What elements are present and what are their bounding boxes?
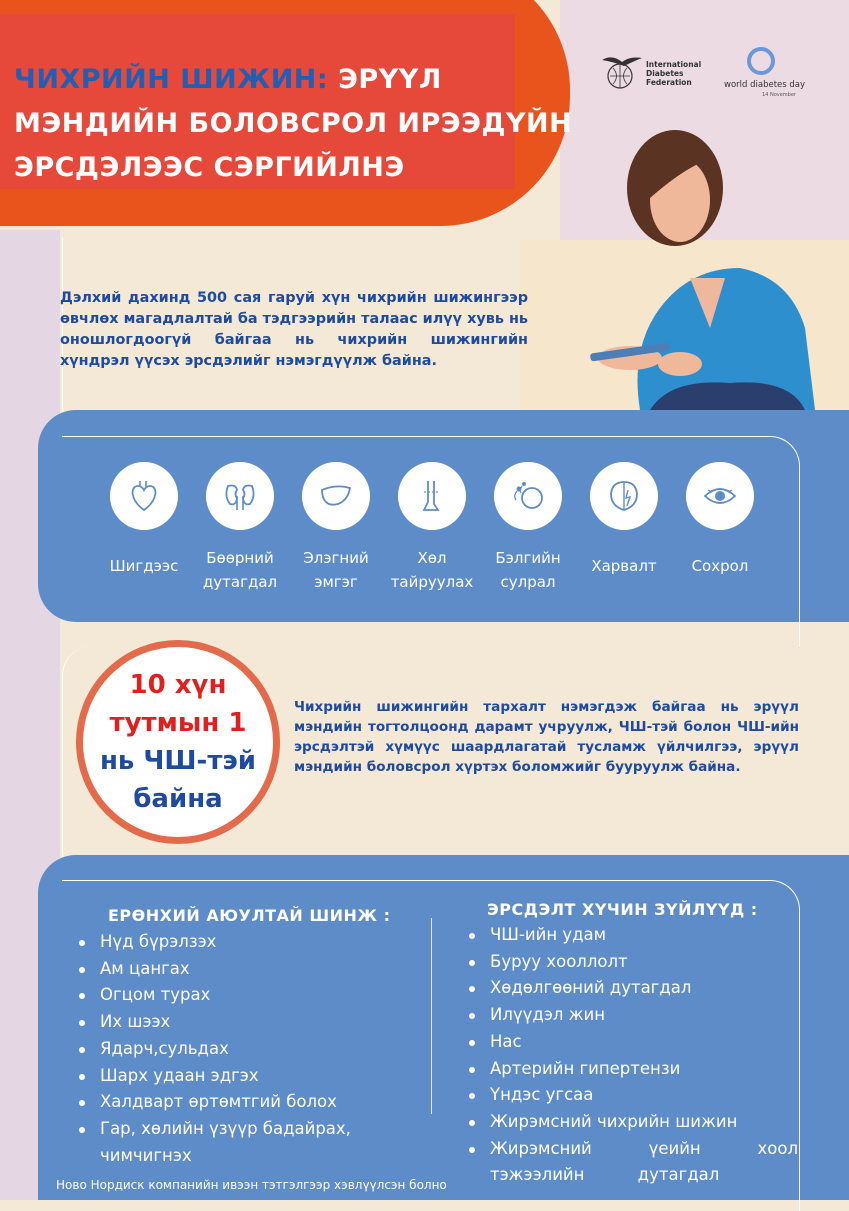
wdd-logo-name: world diabetes day	[724, 80, 806, 90]
title-highlight: ЧИХРИЙН ШИЖИН:	[14, 64, 329, 95]
idf-logo-line2: Diabetes	[646, 69, 684, 78]
heart-icon	[110, 462, 178, 530]
complication-item-fertility	[494, 462, 562, 530]
symptom-item: Нүд бүрэлзэх	[76, 929, 396, 956]
symptom-item: Халдварт өртөмтгий болох	[76, 1089, 396, 1116]
blue-circle-icon	[746, 46, 776, 76]
symptom-item: Ам цангах	[76, 956, 396, 983]
complications-row	[90, 462, 790, 602]
intro-paragraph: Дэлхий дахинд 500 сая гаруй хүн чихрийн шижингээр өвчлөх магадлалтай ба тэдгээрийн талаас илүү хувь нь оношлогдоогүй байгаа нь чихрийн шижингийн хүндрэл үүсэх эрсдэлийг нэмэгдүүлж байна.	[60, 290, 528, 369]
wdd-logo-date: 14 November	[762, 92, 796, 98]
brain-icon	[590, 462, 658, 530]
eye-icon	[686, 462, 754, 530]
stat-line4: байна	[133, 784, 223, 814]
liver-icon	[302, 462, 370, 530]
complication-label-fertility: Бэлгийн сулрал	[495, 549, 561, 591]
risk-item: Илүүдэл жин	[466, 1002, 798, 1029]
risk-item: Жирэмсний үеийн хоол тэжээлийн дутагдал	[466, 1136, 798, 1189]
idf-logo-line3: Federation	[646, 78, 692, 87]
risk-item: Артерийн гипертензи	[466, 1056, 798, 1083]
column-divider	[431, 918, 432, 1114]
risk-item: Хөдөлгөөний дутагдал	[466, 975, 798, 1002]
complication-item-stroke	[590, 462, 658, 530]
symptom-item: Гар, хөлийн үзүүр бадайрах, чимчигнэх	[76, 1116, 396, 1169]
stat-line1: 10 хүн	[129, 670, 227, 700]
risk-item: ЧШ-ийн удам	[466, 922, 798, 949]
complication-label-leg: Хөл тайруулах	[390, 549, 474, 591]
risk-item: Нас	[466, 1029, 798, 1056]
stat-line2: тутмын 1	[109, 708, 247, 738]
leg-icon	[398, 462, 466, 530]
complication-item-liver	[302, 462, 370, 530]
idf-logo	[600, 52, 710, 96]
risk-item: Жирэмсний чихрийн шижин	[466, 1109, 798, 1136]
page-title	[14, 58, 574, 190]
complication-item-kidney	[206, 462, 274, 530]
wdd-logo	[722, 46, 822, 106]
idf-emblem-icon	[600, 52, 644, 92]
sperm-icon	[494, 462, 562, 530]
risk-item: Үндэс угсаа	[466, 1082, 798, 1109]
complication-label-eye: Сохрол	[691, 557, 749, 575]
symptoms-list	[76, 929, 396, 1169]
symptom-item: Их шээх	[76, 1009, 396, 1036]
symptom-item: Ядарч,сульдах	[76, 1036, 396, 1063]
complication-item-heart	[110, 462, 178, 530]
complication-item-eye	[686, 462, 754, 530]
stat-paragraph: Чихрийн шижингийн тархалт нэмэгдэж байгаа нь эрүүл мэндийн тогтолцоонд дарамт учруулж, ЧШ-тэй болон ЧШ-ийн эрсдэлтэй хүмүүс шаардлагатай тусламж үйлчилгээ, эрүүл мэндийн боловсрол хүртэх боломжийг бууруулж байна.	[294, 699, 799, 775]
stat-circle	[76, 640, 280, 844]
title-line3: ЭРСДЭЛЭЭС СЭРГИЙЛНЭ	[14, 152, 405, 183]
risks-heading: ЭРСДЭЛТ ХҮЧИН ЗҮЙЛҮҮД :	[487, 900, 758, 919]
risk-item: Буруу хооллолт	[466, 949, 798, 976]
sponsor-footer: Ново Нордиск компанийн ивээн тэтгэлгээр хэвлүүлсэн болно	[56, 1178, 447, 1192]
stat-line3: нь ЧШ-тэй	[99, 746, 257, 776]
symptom-item: Огцом турах	[76, 982, 396, 1009]
woman-injecting-illustration	[590, 128, 830, 410]
title-line2: МЭНДИЙН БОЛОВСРОЛ ИРЭЭДҮЙН	[14, 108, 573, 139]
complication-item-leg	[398, 462, 466, 530]
symptoms-heading: ЕРӨНХИЙ АЮУЛТАЙ ШИНЖ :	[108, 906, 391, 925]
complication-label-heart: Шигдээс	[109, 557, 179, 575]
title-line1: ЭРҮҮЛ	[328, 64, 442, 95]
complication-label-kidney: Бөөрний дутагдал	[202, 549, 278, 591]
risks-list	[466, 922, 798, 1189]
complication-label-liver: Элэгний эмгэг	[303, 549, 369, 591]
complication-label-stroke: Харвалт	[591, 557, 657, 575]
kidney-icon	[206, 462, 274, 530]
symptom-item: Шарх удаан эдгэх	[76, 1063, 396, 1090]
idf-logo-line1: International	[646, 60, 702, 69]
